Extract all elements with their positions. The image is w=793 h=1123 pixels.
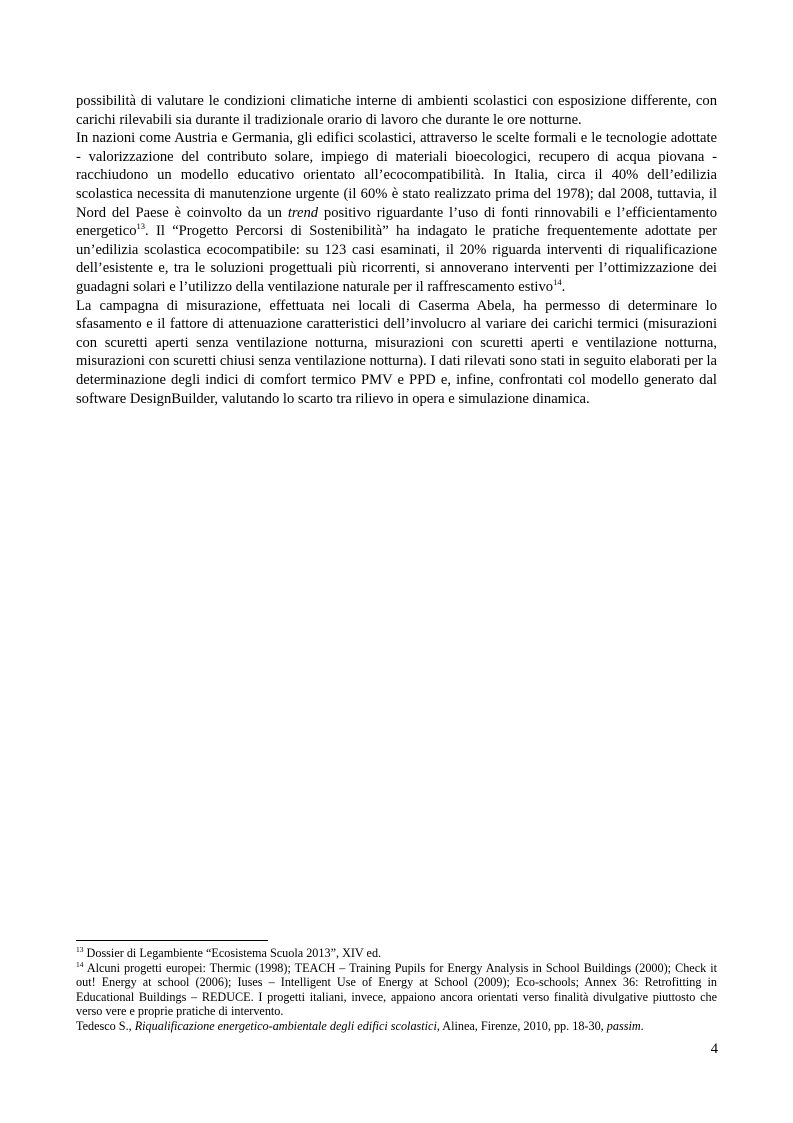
reference-rest: , Alinea, Firenze, 2010, pp. 18-30, <box>436 1018 607 1033</box>
page-number: 4 <box>710 1041 718 1057</box>
paragraph-3 <box>76 297 717 409</box>
footnote-reference <box>76 1019 717 1034</box>
footnote-13-mark: 13 <box>76 944 84 954</box>
footnote-ref-13[interactable]: 13 <box>136 221 146 232</box>
paragraph-3-text: La campagna di misurazione, effettuata nei locali di Caserma Abela, ha permesso di determinare lo sfasamento e il fattore di attenuazione caratteristici dell’involucro al variare dei carichi termici (misurazioni con scuretti aperti senza ventilazione notturna, misurazioni con scuretti aperti e ventilazione notturna, misurazioni con scuretti chiusi senza ventilazione notturna). I dati rilevati sono stati in seguito elaborati per la determinazione degli indici di comfort termico PMV e PPD e, infine, confrontati col modello generato dal software DesignBuilder, valutando lo scarto tra rilievo in opera e simulazione dinamica. <box>76 297 717 407</box>
footnotes <box>76 946 717 1033</box>
footnote-separator <box>76 940 268 941</box>
footnote-14-text: Alcuni progetti europei: Thermic (1998); TEACH – Training Pupils for Energy Analysis in School Buildings (2000); Check it out! Energy at school (2006); Iuses – Intelligent Use of Energy at School (2009); Eco-schools; Annex 36: Retrofitting in Educational Buildings – REDUCE. I progetti italiani, invece, appaiono ancora orientati verso finalità divulgative piuttosto che verso vere e proprie pratiche di intervento. <box>76 960 717 1018</box>
paragraph-1 <box>76 92 717 129</box>
footnote-13-text: Dossier di Legambiente “Ecosistema Scuola 2013”, XIV ed. <box>83 946 382 960</box>
paragraph-2-text-c: . Il “Progetto Percorsi di Sostenibilità” ha indagato le pratiche frequentemente adottate per un’edilizia scolastica ecocompatibile: su 123 casi esaminati, il 20% riguarda interventi di riqualificazione dell’esistente e, tra le soluzioni progettuali più ricorrenti, si annoverano interventi per l’ottimizzazione dei guadagni solari e l’utilizzo della ventilazione naturale per il raffrescamento estivo <box>76 223 717 295</box>
reference-end: . <box>640 1018 644 1033</box>
footnote-14 <box>76 961 717 1019</box>
paragraph-1-text: possibilità di valutare le condizioni climatiche interne di ambienti scolastici con esposizione differente, con carichi rilevabili sia durante il tradizionale orario di lavoro che durante le ore notturne. <box>76 93 717 128</box>
footnote-ref-14[interactable]: 14 <box>553 277 562 288</box>
paragraph-2-text-a: In nazioni come Austria e Germania, gli edifici scolastici, attraverso le scelte formali e le tecnologie adottate - valorizzazione del contributo solare, impiego di materiali bioecologici, recupero di acqua piovana - racchiudono un modello educativo orientato all’ecocompatibilità. In Italia, circa il 40% dell’edilizia scolastica necessita di manutenzione urgente (il 60% è stato realizzato prima del 1978); dal 2008, tuttavia, il Nord del Paese è coinvolto da un <box>76 130 717 221</box>
paragraph-2-italic-trend: trend <box>287 204 319 221</box>
paragraph-2-text-d: . <box>561 278 566 295</box>
reference-title: Riqualificazione energetico-ambientale degli edifici scolastici <box>134 1018 437 1033</box>
footnote-13 <box>76 946 717 961</box>
reference-author: Tedesco S., <box>76 1018 135 1033</box>
footnote-14-mark: 14 <box>76 959 84 969</box>
paragraph-2-text-b: positivo riguardante l’uso di fonti rinnovabili e l’efficientamento energetico <box>76 204 717 240</box>
body-text <box>76 92 717 408</box>
paragraph-2 <box>76 129 717 296</box>
reference-passim: passim <box>606 1018 641 1033</box>
